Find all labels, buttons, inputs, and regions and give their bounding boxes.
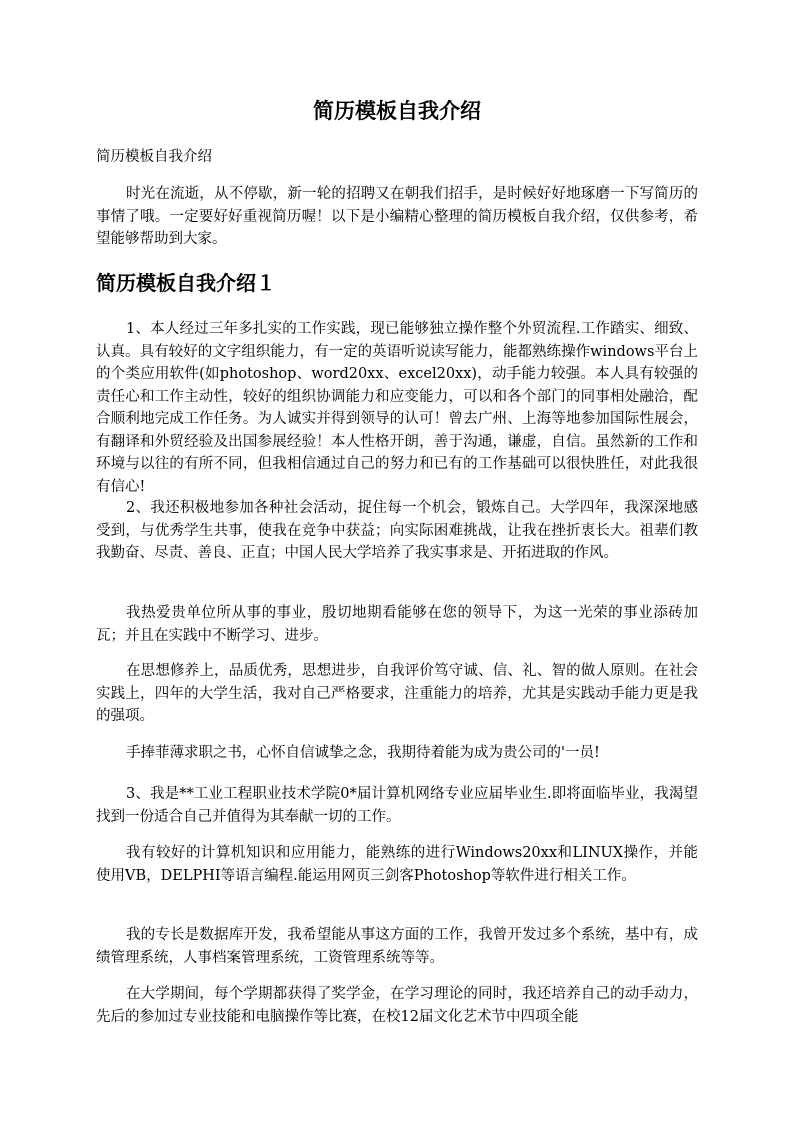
paragraph-1: 1、本人经过三年多扎实的工作实践，现已能够独立操作整个外贸流程.工作踏实、细致、认真。具有较好的文字组织能力，有一定的英语听说读写能力，能都熟练操作windows平台上的个类应用软件(如photoshop、word20xx、excel20xx)，动手能力较强。本人具有较强的责任心和工作主动性，较好的组织协调能力和应变能力，可以和各个部门的同事相处融洽，配合顺利地完成工作任务。为人诚实并得到领导的认可！曾去广州、上海等地参加国际性展会，有翻译和外贸经验及出国参展经验！本人性格开朗，善于沟通，谦虚，自信。虽然新的工作和环境与以往的有所不同，但我相信通过自己的努力和已有的工作基础可以很快胜任，对此我很有信心! bbox=[96, 321, 698, 495]
intro-paragraph: 时光在流逝，从不停歇，新一轮的招聘又在朝我们招手，是时候好好地琢磨一下写简历的事情了哦。一定要好好重视简历喔！以下是小编精心整理的简历模板自我介绍，仅供参考，希望能够帮助到大家。 bbox=[96, 186, 698, 247]
paragraph-2: 2、我还积极地参加各种社会活动，捉住每一个机会，锻炼自己。大学四年，我深深地感受到，与优秀学生共事，使我在竞争中获益；向实际困难挑战，让我在挫折衷长大。祖辈们教我勤奋、尽责、善良、正直；中国人民大学培养了我实事求是、开拓进取的作风。 bbox=[96, 500, 698, 561]
paragraph-4: 在思想修养上，品质优秀，思想进步，自我评价笃守诚、信、礼、智的做人原则。在社会实践上，四年的大学生活，我对自己严格要求，注重能力的培养，尤其是实践动手能力更是我的强项。 bbox=[96, 663, 698, 724]
document-subtitle: 简历模板自我介绍 bbox=[96, 149, 212, 165]
paragraph-7: 我有较好的计算机知识和应用能力，能熟练的进行Windows20xx和LINUX操作，并能使用VB，DELPHI等语言编程.能运用网页三剑客Photoshop等软件进行相关工作。 bbox=[96, 845, 698, 884]
paragraph-5: 手捧菲薄求职之书，心怀自信诚挚之念，我期待着能为成为贵公司的'一员! bbox=[126, 745, 600, 761]
paragraph-3: 我热爱贵单位所从事的事业，殷切地期看能够在您的领导下，为这一光荣的事业添砖加瓦；并且在实践中不断学习、进步。 bbox=[96, 605, 698, 644]
section-heading: 简历模板自我介绍１ bbox=[96, 271, 276, 295]
paragraph-8: 我的专长是数据库开发，我希望能从事这方面的工作，我曾开发过多个系统，基中有，成绩管理系统，人事档案管理系统，工资管理系统等等。 bbox=[96, 927, 698, 966]
paragraph-9: 在大学期间，每个学期都获得了奖学金，在学习理论的同时，我还培养自己的动手动力，先后的参加过专业技能和电脑操作等比赛，在校12届文化艺术节中四项全能 bbox=[96, 986, 698, 1025]
document-title: 简历模板自我介绍 bbox=[313, 98, 481, 123]
paragraph-6: 3、我是**工业工程职业技术学院0*届计算机网络专业应届毕业生.即将面临毕业，我渴望找到一份适合自己并值得为其奉献一切的工作。 bbox=[96, 786, 698, 825]
